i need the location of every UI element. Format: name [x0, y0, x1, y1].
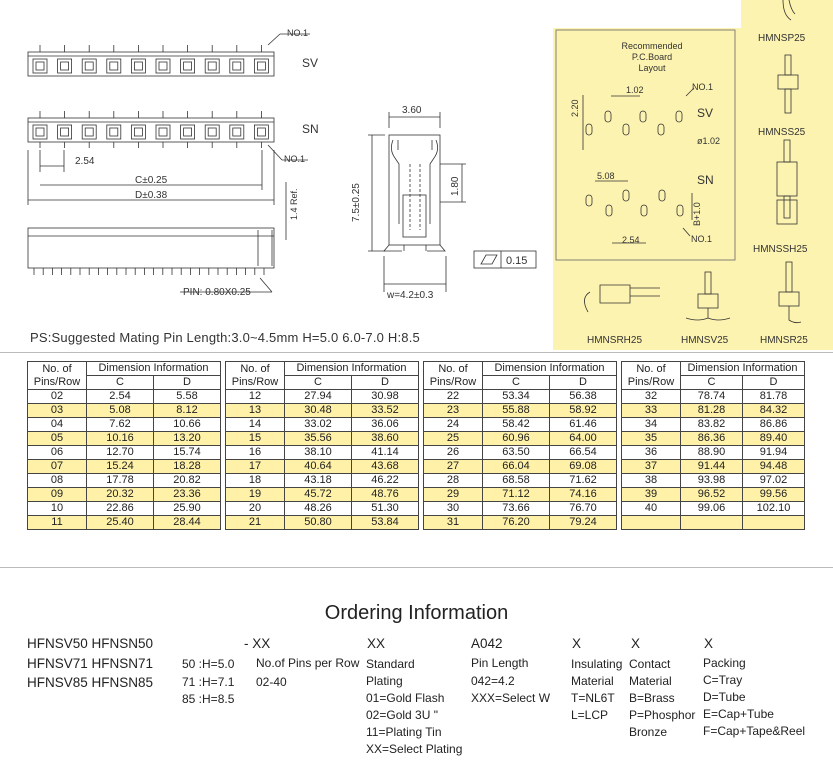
cell-pins: 26	[424, 446, 483, 460]
sv-contact	[33, 45, 47, 73]
cell-c: 83.82	[681, 418, 743, 432]
cell-d: 64.00	[550, 432, 617, 446]
table-row	[28, 418, 805, 432]
cell-d: 20.82	[154, 474, 221, 488]
cell-d: 79.24	[550, 516, 617, 530]
contact-line-5: Bronze	[629, 725, 668, 739]
col-d-header: D	[352, 376, 419, 390]
cell-c	[681, 516, 743, 530]
model-line-1: HFNSV50 HFNSN50	[27, 636, 154, 651]
pins-range: 02-40	[256, 675, 287, 689]
contact-line-1: Contact	[629, 657, 671, 671]
pcb-sn-no1: NO.1	[691, 234, 713, 244]
cell-c: 86.36	[681, 432, 743, 446]
mating-pin-note: PS:Suggested Mating Pin Length:3.0~4.5mm H=5.0 6.0-7.0 H:8.5	[30, 330, 420, 345]
table-row	[28, 474, 805, 488]
dim-header: Dimension Information	[87, 362, 221, 376]
sn-contact	[107, 111, 121, 148]
width-360-label: 3.60	[402, 105, 422, 116]
cell-pins: 38	[622, 474, 681, 488]
cell-pins: 33	[622, 404, 681, 418]
cell-pins: 09	[28, 488, 87, 502]
insulating-line-2: Material	[571, 674, 614, 688]
cell-d: 102.10	[743, 502, 805, 516]
cell-pins: 27	[424, 460, 483, 474]
height-code-50: 50 :H=5.0	[182, 657, 235, 671]
cell-pins: 06	[28, 446, 87, 460]
cell-pins: 29	[424, 488, 483, 502]
plating-line-2: Plating	[366, 674, 403, 688]
sv-contact	[131, 45, 145, 73]
cell-c: 55.88	[483, 404, 550, 418]
sn-no1-label: NO.1	[284, 154, 306, 164]
cell-pins: 34	[622, 418, 681, 432]
packing-line-3: D=Tube	[703, 690, 746, 704]
cell-c: 33.02	[285, 418, 352, 432]
dim-d-label: D±0.38	[135, 190, 168, 201]
pitch-label: 2.54	[75, 156, 95, 167]
sv-top-view	[28, 34, 310, 76]
sn-contact	[230, 111, 244, 148]
sv-contact	[107, 45, 121, 73]
cell-pins: 17	[226, 460, 285, 474]
cell-c: 53.34	[483, 390, 550, 404]
cell-pins: 19	[226, 488, 285, 502]
insulating-code: X	[572, 636, 582, 651]
pin-length-line-1: Pin Length	[471, 656, 529, 670]
cell-c: 99.06	[681, 502, 743, 516]
pins-header: No. of Pins/Row	[424, 362, 483, 390]
cell-d: 81.78	[743, 390, 805, 404]
pin-length-line-2: 042=4.2	[471, 674, 515, 688]
cell-d: 5.58	[154, 390, 221, 404]
plating-line-6: XX=Select Plating	[366, 742, 463, 756]
cell-d: 25.90	[154, 502, 221, 516]
cell-pins: 32	[622, 390, 681, 404]
plating-line-4: 02=Gold 3U "	[366, 708, 438, 722]
col-c-header: C	[681, 376, 743, 390]
divider-top	[0, 352, 833, 353]
cell-d: 46.22	[352, 474, 419, 488]
cell-pins: 40	[622, 502, 681, 516]
cell-d: 71.62	[550, 474, 617, 488]
table-row	[28, 460, 805, 474]
cell-pins: 35	[622, 432, 681, 446]
cell-d: 89.40	[743, 432, 805, 446]
cell-c: 88.90	[681, 446, 743, 460]
sv-contact	[181, 45, 195, 73]
cell-pins: 04	[28, 418, 87, 432]
cell-pins: 37	[622, 460, 681, 474]
sn-contact	[58, 111, 72, 148]
height-180-label: 1.80	[450, 176, 461, 196]
sn-contact	[131, 111, 145, 148]
cell-pins: 23	[424, 404, 483, 418]
plating-line-5: 11=Plating Tin	[366, 725, 442, 739]
sn-contact	[156, 111, 170, 148]
cell-pins: 08	[28, 474, 87, 488]
cell-c: 30.48	[285, 404, 352, 418]
col-d-header: D	[550, 376, 617, 390]
insulating-line-1: Insulating	[571, 657, 623, 671]
cell-pins: 30	[424, 502, 483, 516]
cell-d: 43.68	[352, 460, 419, 474]
flatness-label: 0.15	[506, 255, 528, 267]
packing-line-2: C=Tray	[703, 673, 743, 687]
cell-pins	[622, 516, 681, 530]
cell-c: 60.96	[483, 432, 550, 446]
cell-c: 66.04	[483, 460, 550, 474]
cell-pins: 39	[622, 488, 681, 502]
sv-label: SV	[302, 56, 319, 70]
cell-c: 71.12	[483, 488, 550, 502]
cell-c: 73.66	[483, 502, 550, 516]
contact-line-4: P=Phosphor	[629, 708, 696, 722]
table-row	[28, 516, 805, 530]
cell-c: 93.98	[681, 474, 743, 488]
cell-c: 35.56	[285, 432, 352, 446]
sv-contact	[205, 45, 219, 73]
table-row	[28, 446, 805, 460]
hmnss25-label: HMNSS25	[758, 127, 806, 138]
cell-pins: 13	[226, 404, 285, 418]
dimension-table	[27, 361, 805, 530]
cell-pins: 03	[28, 404, 87, 418]
cell-pins: 16	[226, 446, 285, 460]
contact-line-3: B=Brass	[629, 691, 675, 705]
cell-d: 10.66	[154, 418, 221, 432]
dim-header: Dimension Information	[681, 362, 805, 376]
plating-line-1: Standard	[366, 657, 415, 671]
cell-d: 56.38	[550, 390, 617, 404]
pcb-sv-no1: NO.1	[692, 82, 714, 92]
cell-d: 48.76	[352, 488, 419, 502]
cell-d: 84.32	[743, 404, 805, 418]
divider-bottom	[0, 567, 833, 568]
cell-d: 36.06	[352, 418, 419, 432]
cell-d: 18.28	[154, 460, 221, 474]
pins-desc: No.of Pins per Row	[256, 656, 360, 670]
cell-d: 97.02	[743, 474, 805, 488]
cell-c: 68.58	[483, 474, 550, 488]
plating-code: XX	[367, 636, 386, 651]
cell-c: 63.50	[483, 446, 550, 460]
model-line-3: HFNSV85 HFNSN85	[27, 675, 154, 690]
pins-header: No. of Pins/Row	[28, 362, 87, 390]
cell-d: 33.52	[352, 404, 419, 418]
sv-contact	[254, 45, 268, 73]
pin-length-line-3: XXX=Select W	[471, 691, 551, 705]
cell-d: 30.98	[352, 390, 419, 404]
technical-drawings	[0, 0, 833, 350]
contact-code: X	[631, 636, 641, 651]
cell-d: 74.16	[550, 488, 617, 502]
cell-c: 45.72	[285, 488, 352, 502]
cell-pins: 15	[226, 432, 285, 446]
hmnssh25-label: HMNSSH25	[753, 244, 808, 255]
cell-d: 61.46	[550, 418, 617, 432]
cell-c: 10.16	[87, 432, 154, 446]
sn-contact	[82, 111, 96, 148]
plating-line-3: 01=Gold Flash	[366, 691, 445, 705]
cell-c: 81.28	[681, 404, 743, 418]
hmnsv25-label: HMNSV25	[681, 335, 729, 346]
pcb-dim-102: 1.02	[626, 85, 644, 95]
cell-c: 43.18	[285, 474, 352, 488]
sv-contact	[230, 45, 244, 73]
pcb-title-line-2: P.C.Board	[631, 52, 673, 62]
sv-contact	[82, 45, 96, 73]
cell-d: 51.30	[352, 502, 419, 516]
pcb-dim-508: 5.08	[597, 171, 615, 181]
cell-c: 15.24	[87, 460, 154, 474]
insulating-line-4: L=LCP	[571, 708, 609, 722]
insulating-line-3: T=NL6T	[571, 691, 615, 705]
cell-c: 50.80	[285, 516, 352, 530]
col-d-header: D	[743, 376, 805, 390]
cell-d: 8.12	[154, 404, 221, 418]
table-row	[28, 432, 805, 446]
cell-pins: 18	[226, 474, 285, 488]
cell-c: 7.62	[87, 418, 154, 432]
cell-c: 91.44	[681, 460, 743, 474]
cell-c: 22.86	[87, 502, 154, 516]
cell-c: 2.54	[87, 390, 154, 404]
cell-d: 23.36	[154, 488, 221, 502]
sn-label: SN	[302, 122, 319, 136]
dim-header: Dimension Information	[483, 362, 617, 376]
sn-contact	[33, 111, 47, 148]
packing-line-1: Packing	[703, 656, 746, 670]
cell-pins: 20	[226, 502, 285, 516]
cell-d: 86.86	[743, 418, 805, 432]
cell-pins: 05	[28, 432, 87, 446]
cell-c: 17.78	[87, 474, 154, 488]
ordering-title: Ordering Information	[324, 602, 509, 624]
cell-pins: 31	[424, 516, 483, 530]
cell-d: 76.70	[550, 502, 617, 516]
table-row	[28, 390, 805, 404]
cell-pins: 24	[424, 418, 483, 432]
height-code-85: 85 :H=8.5	[182, 692, 235, 706]
pcb-dim-220: 2.20	[570, 99, 580, 117]
contact-line-2: Material	[629, 674, 672, 688]
cell-d: 69.08	[550, 460, 617, 474]
height-75-label: 7.5±0.25	[351, 183, 362, 222]
pcb-dim-254: 2.54	[622, 235, 640, 245]
cell-c: 48.26	[285, 502, 352, 516]
cell-c: 96.52	[681, 488, 743, 502]
cell-c: 27.94	[285, 390, 352, 404]
sn-contact	[205, 111, 219, 148]
cell-d: 38.60	[352, 432, 419, 446]
col-c-header: C	[483, 376, 550, 390]
cell-pins: 28	[424, 474, 483, 488]
packing-line-5: F=Cap+Tape&Reel	[703, 724, 806, 738]
cell-d: 91.94	[743, 446, 805, 460]
pcb-title-line-3: Layout	[638, 63, 666, 73]
cell-pins: 36	[622, 446, 681, 460]
hmnsrh25-label: HMNSRH25	[587, 335, 643, 346]
cell-c: 20.32	[87, 488, 154, 502]
packing-line-4: E=Cap+Tube	[703, 707, 774, 721]
cell-pins: 12	[226, 390, 285, 404]
cell-d: 94.48	[743, 460, 805, 474]
mating-pin-panel	[741, 0, 833, 350]
sv-contact	[156, 45, 170, 73]
pin-length-code: A042	[471, 636, 503, 651]
cell-pins: 14	[226, 418, 285, 432]
cell-pins: 07	[28, 460, 87, 474]
col-c-header: C	[285, 376, 352, 390]
table-row	[28, 502, 805, 516]
cell-d	[743, 516, 805, 530]
pins-header: No. of Pins/Row	[226, 362, 285, 390]
pin-label: PIN: 0.80X0.25	[183, 287, 251, 298]
pcb-dim-phi: ø1.02	[697, 136, 721, 146]
cell-c: 58.42	[483, 418, 550, 432]
cell-d: 13.20	[154, 432, 221, 446]
sv-no1-label: NO.1	[287, 28, 309, 38]
table-row	[28, 488, 805, 502]
pins-code: - XX	[244, 636, 271, 651]
cell-c: 78.74	[681, 390, 743, 404]
pcb-sv-label: SV	[697, 106, 714, 120]
cell-d: 28.44	[154, 516, 221, 530]
height-code-71: 71 :H=7.1	[182, 675, 235, 689]
cell-pins: 11	[28, 516, 87, 530]
cell-pins: 22	[424, 390, 483, 404]
dim-header: Dimension Information	[285, 362, 419, 376]
cell-c: 76.20	[483, 516, 550, 530]
cell-d: 15.74	[154, 446, 221, 460]
w-label: w=4.2±0.3	[387, 290, 434, 301]
hmnsr25-label: HMNSR25	[760, 335, 808, 346]
cell-pins: 02	[28, 390, 87, 404]
pcb-dim-b: B+1.0	[692, 202, 702, 226]
pins-header: No. of Pins/Row	[622, 362, 681, 390]
model-line-2: HFNSV71 HFNSN71	[27, 656, 154, 671]
pcb-sn-label: SN	[697, 173, 714, 187]
cell-c: 12.70	[87, 446, 154, 460]
ref-label: 1.4 Ref.	[289, 188, 299, 220]
packing-code: X	[704, 636, 714, 651]
cell-d: 66.54	[550, 446, 617, 460]
cell-c: 40.64	[285, 460, 352, 474]
cell-pins: 25	[424, 432, 483, 446]
cell-c: 25.40	[87, 516, 154, 530]
hmnsp25-label: HMNSP25	[758, 33, 806, 44]
cell-pins: 21	[226, 516, 285, 530]
sn-top-view	[28, 111, 308, 205]
cell-c: 5.08	[87, 404, 154, 418]
cell-pins: 10	[28, 502, 87, 516]
sn-contact	[181, 111, 195, 148]
table-row	[28, 404, 805, 418]
cell-d: 53.84	[352, 516, 419, 530]
cell-d: 99.56	[743, 488, 805, 502]
col-d-header: D	[154, 376, 221, 390]
dim-c-label: C±0.25	[135, 175, 168, 186]
col-c-header: C	[87, 376, 154, 390]
cell-d: 41.14	[352, 446, 419, 460]
cell-c: 38.10	[285, 446, 352, 460]
pcb-title-line-1: Recommended	[621, 41, 683, 51]
sv-contact	[58, 45, 72, 73]
cell-d: 58.92	[550, 404, 617, 418]
sn-contact	[254, 111, 268, 148]
